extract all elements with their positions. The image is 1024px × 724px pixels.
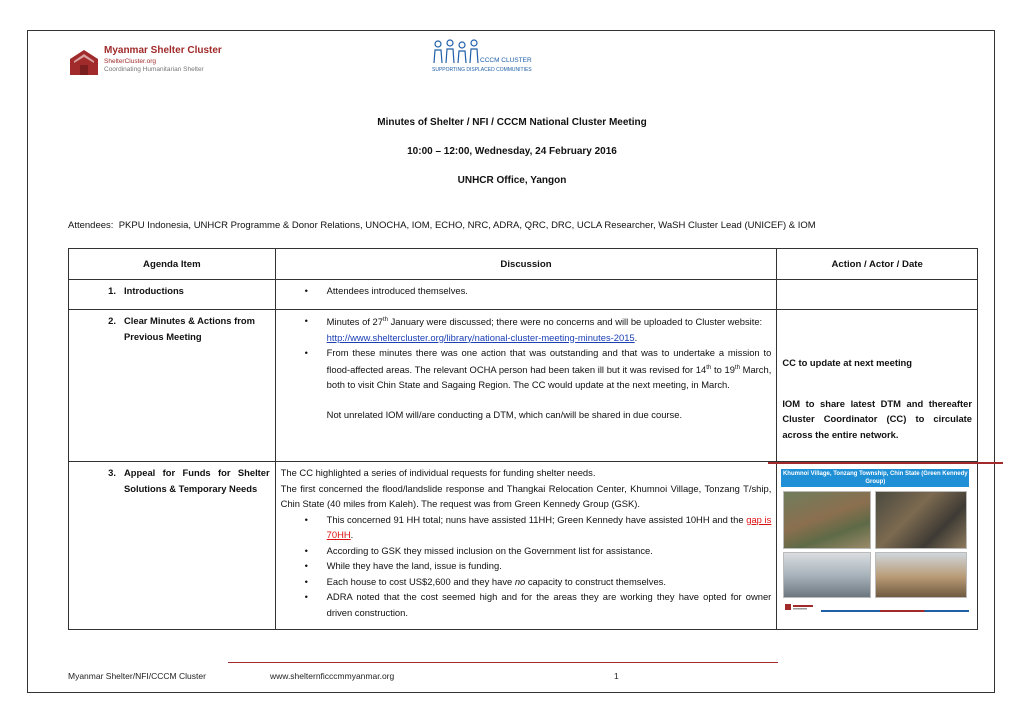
footer-rule [228,662,778,663]
ordinal-suffix: th [706,364,712,371]
discussion-request: The first concerned the flood/landslide response and Thangkai Relocation Center, Khumnoi Village, Tonzang T/ship, Chin State (40 miles from Kaleh). The request was from Green Kennedy Group (GSK). [280,482,772,509]
document-title: Minutes of Shelter / NFI / CCCM National Cluster Meeting [377,117,647,128]
footer-website: www.shelternficccmmyanmar.org [270,671,395,681]
shelter-cluster-mini-logo [785,602,815,612]
dtm-note: Not unrelated IOM will/are conducting a DTM, which can/will be shared in due course. [326,408,683,420]
discussion-bullet [327,345,772,393]
agenda-label: Clear Minutes & Actions from Previous Meeting [124,315,255,342]
discussion-cell [275,462,777,630]
minutes-table [68,248,978,630]
discussion-cell [275,280,777,310]
attendees-label: Attendees: [68,220,114,231]
photo-slide [781,466,969,616]
discussion-bullet: • Minutes of 27th January were discussed; there were no concerns and will be uploaded to Cluster website: http://www.sheltercluster.org/library/national-cluster-meeting-minutes-2015. [327,313,772,345]
bullet-text: March, both to visit Chin State and Sagaing Region. The CC would update at the next meeting, in March. [326,363,772,391]
table-row [69,310,978,462]
table-row [69,462,978,630]
bullet-text: capacity to construct themselves. [525,575,666,587]
bullet-text: Each house to cost US$2,600 and they have [326,575,515,587]
wooden-house-photo [875,552,967,598]
shelter-logo-site: ShelterCluster.org [104,58,157,65]
shelter-cluster-logo [68,45,268,81]
attendees-line [68,220,816,231]
table-row [69,280,978,310]
bullet-text: Minutes of 27 [326,316,383,328]
slide-divider [768,462,1003,464]
discussion-bullet: • Attendees introduced themselves. [327,283,772,299]
photo-slide-title: Khumnoi Village, Tonzang Township, Chin State (Green Kennedy Group) [782,471,968,485]
ordinal-suffix: th [734,364,740,371]
attendees-list: PKPU Indonesia, UNHCR Programme & Donor Relations, UNOCHA, IOM, ECHO, NRC, ADRA, QRC, DRC, UCLA Researcher, WaSH Cluster Lead (UNICEF) & IOM [118,220,816,231]
discussion-bullet [327,574,772,590]
discussion-cell [275,310,777,462]
action-cc-update: CC to update at next meeting [782,357,913,368]
document-page [27,30,995,693]
action-iom-dtm: IOM to share latest DTM and thereafter Cluster Coordinator (CC) to circulate across the entire network. [782,397,972,440]
header-discussion: Discussion [275,249,777,280]
agenda-number: 2. [108,315,116,326]
discussion-bullet: • ADRA noted that the cost seemed high and for the areas they are working they have opted for owner driven construction. [327,589,772,620]
discussion-bullet [327,512,772,543]
slide-footer-bar [821,610,969,612]
footer-cluster-name: Myanmar Shelter/NFI/CCCM Cluster [68,671,206,681]
action-cell [777,310,978,462]
header-action: Action / Actor / Date [777,249,978,280]
bullet-text: to 19 [711,363,735,375]
agenda-cell [69,310,276,462]
discussion-intro: The CC highlighted a series of individual requests for funding shelter needs. [280,467,596,478]
cccm-logo-tagline: SUPPORTING DISPLACED COMMUNITIES [432,67,532,73]
agenda-number: 3. [108,467,116,478]
action-cell [777,280,978,310]
cccm-cluster-logo [430,39,560,81]
agenda-cell [69,462,276,630]
agenda-cell [69,280,276,310]
bullet-text: From these minutes there was one action that was outstanding and that was to undertake a mission to flood-affected areas. The relevant OCHA person had been taken ill but it was revised for 14 [326,347,772,375]
agenda-label: Introductions [124,285,184,296]
agenda-label: Appeal for Funds for Shelter Solutions & Temporary Needs [124,467,270,494]
bullet-text: . [350,529,354,540]
bullet-text: January were discussed; there were no concerns and will be uploaded to Cluster website: [387,316,763,328]
tent-shelter-photo [783,552,871,598]
header-agenda-item: Agenda Item [69,249,276,280]
page-number: 1 [614,671,619,681]
discussion-bullet: • According to GSK they missed inclusion on the Government list for assistance. [327,543,772,559]
landslide-photo [783,491,871,549]
table-header-row [69,249,978,280]
agenda-number: 1. [108,285,116,296]
bullet-text: This concerned 91 HH total; nuns have assisted 11HH; Green Kennedy have assisted 10HH and the [326,513,747,525]
meeting-location: UNHCR Office, Yangon [457,175,567,186]
minutes-link[interactable]: http://www.sheltercluster.org/library/national-cluster-meeting-minutes-2015 [326,331,635,343]
ordinal-suffix: th [382,317,388,323]
action-cell [777,462,978,630]
cccm-logo-title: CCCM CLUSTER [480,57,532,64]
discussion-bullet: • While they have the land, issue is funding. [327,558,772,574]
damaged-house-photo [875,491,967,549]
gap-highlight: gap is 70HH [326,513,772,540]
shelter-logo-tagline: Coordinating Humanitarian Shelter [104,66,204,73]
emphasis-text: no [514,575,526,587]
meeting-datetime: 10:00 – 12:00, Wednesday, 24 February 2016 [407,146,617,157]
house-icon [68,47,100,77]
shelter-logo-title: Myanmar Shelter Cluster [104,45,222,56]
